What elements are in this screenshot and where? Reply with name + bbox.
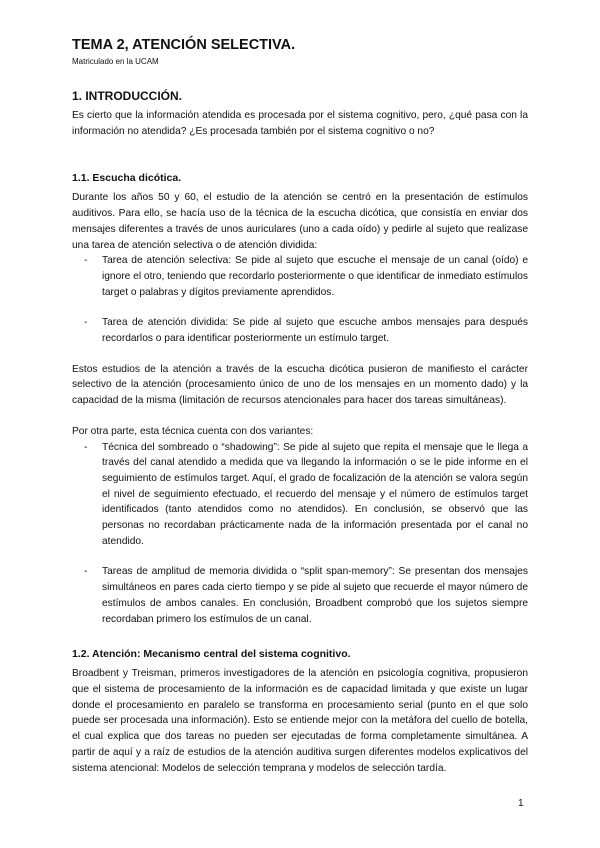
document-subtitle: Matriculado en la UCAM <box>72 57 159 66</box>
section-1-1-heading: 1.1. Escucha dicótica. <box>72 172 182 185</box>
task-list <box>72 253 528 347</box>
section-1-2-heading: 1.2. Atención: Mecanismo central del sistema cognitivo. <box>72 648 351 661</box>
document-title: TEMA 2, ATENCIÓN SELECTIVA. <box>72 37 296 53</box>
list-item: - Tarea de atención dividida: Se pide al sujeto que escuche ambos mensajes para después recordarlos o para identificar posteriormente un estímulo target. <box>102 315 528 346</box>
section-1-1-paragraph-2: Estos estudios de la atención a través de la escucha dicótica pusieron de manifiesto el carácter selectivo de la atención (procesamiento único de uno de los mensajes en un momento dado) y la capacidad de la misma (limitación de recursos atencionales para hacer dos tareas simultáneas). <box>72 363 528 407</box>
list-item: - Técnica del sombreado o “shadowing”: Se pide al sujeto que repita el mensaje que le llega a través del canal atendido a medida que va llegando la información o se le pide informe en el seguimiento de estímulos target. Aquí, el grado de focalización de la atención se valora según el nivel de seguimiento efectuado, el recuerdo del mensaje y el número de estímulos target identificados (tanto atendidos como no atendidos). En conclusión, se observó que las personas no recordaban prácticamente nada de la información presentada por el canal no atendido. <box>102 440 528 550</box>
section-1-2-paragraph-1: Broadbent y Treisman, primeros investigadores de la atención en psicología cognitiva, propusieron que el sistema de procesamiento de la información es de capacidad limitada y que existe un lugar donde el procesamiento en paralelo se transforma en procesamiento serial (punto en el que solo puede ser procesada una información). Esto se entiende mejor con la metáfora del cuello de botella, el cual explica que dos tareas no pueden ser ejecutadas de forma completamente simultánea. A partir de aquí y a raíz de estudios de la atención auditiva surgen diferentes modelos explicativos del sistema atencional: Modelos de selección temprana y modelos de selección tardía. <box>72 668 528 774</box>
variant-list <box>72 440 528 628</box>
intro-heading: 1. INTRODUCCIÓN. <box>72 89 183 103</box>
intro-paragraph: Es cierto que la información atendida es procesada por el sistema cognitivo, pero, ¿qué pasa con la información no atendida? ¿Es procesada también por el sistema cognitivo o no? <box>72 110 528 137</box>
section-1-1-paragraph-1: Durante los años 50 y 60, el estudio de la atención se centró en la presentación de estímulos auditivos. Para ello, se hacía uso de la técnica de la escucha dicótica, que consistía en enviar dos mensajes diferentes a través de unos auriculares (uno a cada oído) y pedirle al sujeto que realizase una tarea de atención selectiva o de atención dividida: <box>72 192 528 251</box>
document-page <box>72 36 528 776</box>
list-item: - Tareas de amplitud de memoria dividida o “split span-memory”: Se presentan dos mensajes simultáneos en pares cada cierto tiempo y se pide al sujeto que recuerde el mayor número de estímulos de ambos canales. En conclusión, Broadbent comprobó que los sujetos siempre recordaban primero los estímulos de un canal. <box>102 564 528 627</box>
section-1-1-paragraph-3: Por otra parte, esta técnica cuenta con dos variantes: <box>72 425 314 437</box>
list-item: - Tarea de atención selectiva: Se pide al sujeto que escuche el mensaje de un canal (oído) e ignore el otro, teniendo que recordarlo posteriormente o que identificar de inmediato estímulos target o palabras y dígitos previamente aprendidos. <box>102 253 528 300</box>
page-number: 1 <box>518 798 524 809</box>
